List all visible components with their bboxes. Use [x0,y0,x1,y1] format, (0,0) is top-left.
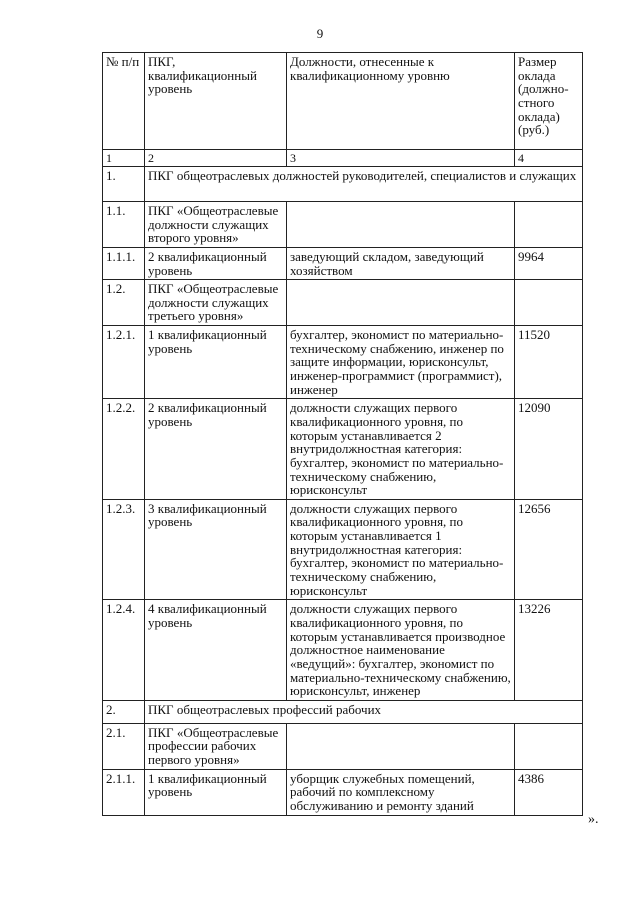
level-row [103,247,583,279]
section-title: ПКГ общеотраслевых профессий рабочих [145,700,583,723]
level-row [103,326,583,399]
positions-cell [287,280,515,326]
qualification-level: 4 квалификационный уровень [145,600,287,700]
row-number: 1.2.4. [103,600,145,700]
positions-cell: уборщик служебных помещений, рабочий по комплексному обслуживанию и ремонту зданий [287,769,515,815]
salary-cell [515,723,583,769]
column-number: 2 [145,150,287,167]
level-row [103,399,583,499]
group-row [103,723,583,769]
level-row [103,769,583,815]
group-row [103,202,583,248]
positions-cell: должности служащих первого квалификационного уровня, по которым устанавливается 1 внутридолжностная категория: бухгалтер, экономист по материально-техническому снабжению, юрисконсульт [287,499,515,599]
row-number: 1.2.1. [103,326,145,399]
qualification-level: 3 квалификационный уровень [145,499,287,599]
column-number: 4 [515,150,583,167]
positions-cell [287,723,515,769]
salary-table [102,52,583,816]
row-number: 2. [103,700,145,723]
section-row [103,700,583,723]
qualification-level: ПКГ «Общеотраслевые профессии рабочих первого уровня» [145,723,287,769]
row-number: 1.2.2. [103,399,145,499]
header-num: № п/п [103,53,145,150]
column-number: 3 [287,150,515,167]
row-number: 1.1. [103,202,145,248]
row-number: 1.2. [103,280,145,326]
positions-cell: заведующий складом, заведующий хозяйством [287,247,515,279]
header-pkg: ПКГ, квалификационный уровень [145,53,287,150]
header-row [103,53,583,150]
closing-quote: ». [588,812,599,827]
column-number: 1 [103,150,145,167]
salary-cell [515,202,583,248]
qualification-level: 1 квалификационный уровень [145,326,287,399]
positions-cell: должности служащих первого квалификационного уровня, по которым устанавливается производное должностное наименование «ведущий»: бухгалтер, экономист по материально-техническому снабжению, юрисконсульт, инженер [287,600,515,700]
section-title: ПКГ общеотраслевых должностей руководителей, специалистов и служащих [145,167,583,202]
table-body [103,167,583,816]
header-salary: Размер оклада (должно-стного оклада) (руб.) [515,53,583,150]
row-number: 2.1. [103,723,145,769]
row-number: 1.1.1. [103,247,145,279]
salary-cell [515,280,583,326]
qualification-level: ПКГ «Общеотраслевые должности служащих второго уровня» [145,202,287,248]
salary-cell: 13226 [515,600,583,700]
row-number: 2.1.1. [103,769,145,815]
salary-cell: 12656 [515,499,583,599]
group-row [103,280,583,326]
row-number: 1. [103,167,145,202]
header-positions: Должности, отнесенные к квалификационному уровню [287,53,515,150]
column-numbers-row [103,150,583,167]
salary-cell: 11520 [515,326,583,399]
row-number: 1.2.3. [103,499,145,599]
positions-cell [287,202,515,248]
level-row [103,499,583,599]
page-number: 9 [316,26,324,41]
positions-cell: должности служащих первого квалификационного уровня, по которым устанавливается 2 внутридолжностная категория: бухгалтер, экономист по материально-техническому снабжению, юрисконсульт [287,399,515,499]
salary-cell: 9964 [515,247,583,279]
qualification-level: ПКГ «Общеотраслевые должности служащих третьего уровня» [145,280,287,326]
salary-cell: 12090 [515,399,583,499]
qualification-level: 1 квалификационный уровень [145,769,287,815]
qualification-level: 2 квалификационный уровень [145,247,287,279]
level-row [103,600,583,700]
salary-cell: 4386 [515,769,583,815]
section-row [103,167,583,202]
positions-cell: бухгалтер, экономист по материально-техническому снабжению, инженер по защите информации, юрисконсульт, инженер-программист (программист), инженер [287,326,515,399]
qualification-level: 2 квалификационный уровень [145,399,287,499]
